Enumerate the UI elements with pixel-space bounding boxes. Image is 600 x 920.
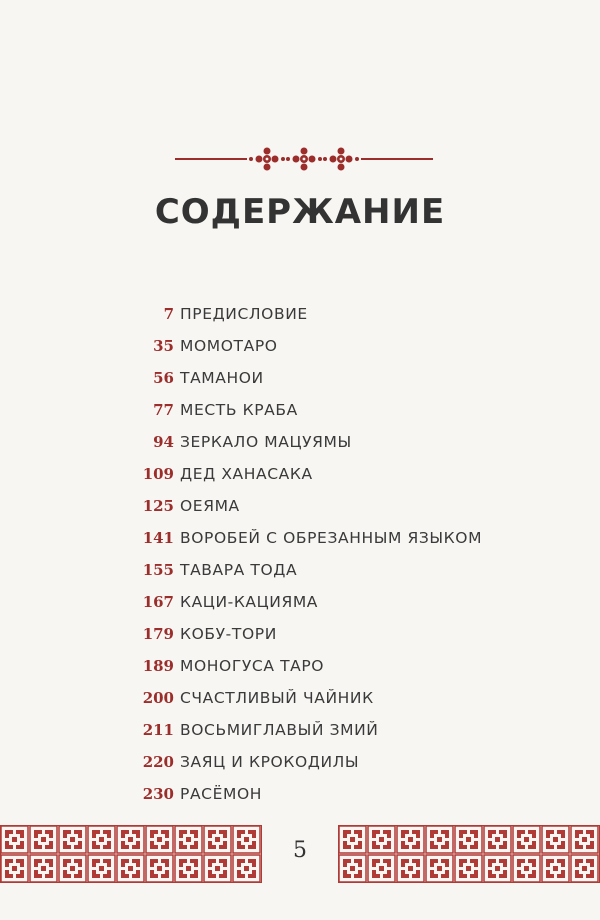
toc-entry [120, 753, 540, 785]
toc-entry [120, 337, 540, 369]
fret-pattern-border-icon [0, 825, 262, 883]
toc-entry [120, 593, 540, 625]
toc-entry [120, 657, 540, 689]
table-of-contents [120, 305, 540, 817]
toc-page-number: 94 [153, 433, 174, 451]
toc-entry [120, 433, 540, 465]
toc-entry [120, 529, 540, 561]
toc-entry [120, 625, 540, 657]
toc-page-number: 230 [142, 785, 174, 803]
toc-page-number: 35 [153, 337, 174, 355]
toc-entry-title: ЗЕРКАЛО МАЦУЯМЫ [180, 433, 352, 451]
toc-entry-title: ЗАЯЦ И КРОКОДИЛЫ [180, 753, 360, 771]
toc-entry-title: КАЦИ-КАЦИЯМА [180, 593, 319, 611]
toc-entry [120, 401, 540, 433]
toc-entry [120, 497, 540, 529]
toc-page-number: 7 [163, 305, 174, 323]
toc-entry-title: ПРЕДИСЛОВИЕ [180, 305, 308, 323]
toc-entry-title: ВОСЬМИГЛАВЫЙ ЗМИЙ [180, 721, 379, 739]
toc-page-number: 155 [142, 561, 174, 579]
page-title: СОДЕРЖАНИЕ [154, 192, 446, 232]
toc-entry-title: СЧАСТЛИВЫЙ ЧАЙНИК [180, 689, 374, 707]
toc-page-number: 189 [142, 657, 174, 675]
toc-page-number: 56 [153, 369, 174, 387]
toc-page-number: 179 [142, 625, 174, 643]
toc-page-number: 211 [142, 721, 174, 739]
floral-ornament-icon [175, 144, 433, 174]
toc-entry [120, 369, 540, 401]
toc-entry [120, 305, 540, 337]
toc-entry-title: МОМОТАРО [180, 337, 278, 355]
toc-entry-title: КОБУ-ТОРИ [180, 625, 277, 643]
toc-entry [120, 785, 540, 817]
toc-entry-title: МОНОГУСА ТАРО [180, 657, 325, 675]
toc-page-number: 125 [142, 497, 174, 515]
toc-page-number: 109 [142, 465, 174, 483]
toc-entry [120, 465, 540, 497]
toc-entry-title: МЕСТЬ КРАБА [180, 401, 298, 419]
page-number: 5 [293, 838, 307, 863]
toc-entry [120, 721, 540, 753]
toc-entry-title: ОЕЯМА [180, 497, 240, 515]
toc-page-number: 141 [142, 529, 174, 547]
toc-entry [120, 689, 540, 721]
toc-page-number: 200 [142, 689, 174, 707]
toc-entry-title: РАСЁМОН [180, 785, 262, 803]
toc-page-number: 220 [142, 753, 174, 771]
toc-entry-title: ТАВАРА ТОДА [180, 561, 298, 579]
toc-page-number: 167 [142, 593, 174, 611]
toc-entry-title: ВОРОБЕЙ С ОБРЕЗАННЫМ ЯЗЫКОМ [180, 529, 483, 547]
toc-entry [120, 561, 540, 593]
toc-entry-title: ТАМАНОИ [180, 369, 264, 387]
toc-page-number: 77 [153, 401, 174, 419]
fret-pattern-border-icon [338, 825, 600, 883]
toc-entry-title: ДЕД ХАНАСАКА [180, 465, 313, 483]
